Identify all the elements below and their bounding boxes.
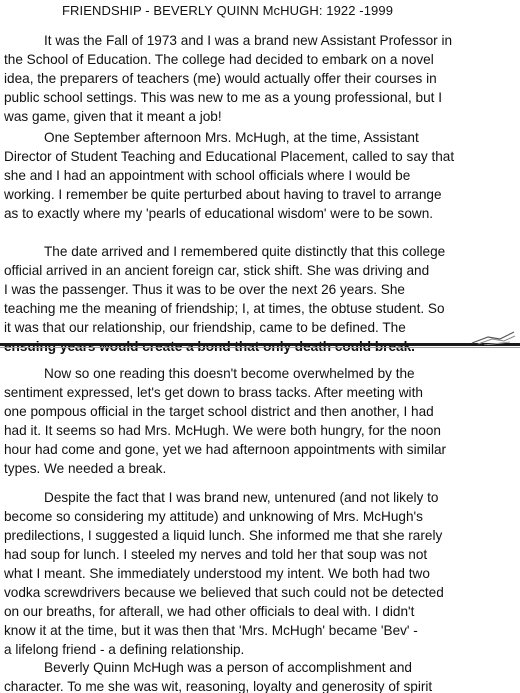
text-line: was game, given that it meant a job!: [4, 109, 222, 124]
text-line: teaching me the meaning of friendship; I, at times, the obtuse student. So: [4, 301, 445, 316]
text-line: Director of Student Teaching and Educational Placement, called to say that: [4, 149, 455, 164]
text-line: predilections, I suggested a liquid lunch. She informed me that she rarely: [4, 528, 443, 543]
text-line: The date arrived and I remembered quite distinctly that this college: [44, 244, 446, 259]
scan-divider-shadow: [0, 347, 520, 348]
text-line: Beverly Quinn McHugh was a person of accomplishment and: [44, 660, 412, 675]
paragraph-3: [4, 242, 520, 356]
text-line: know it at the time, but it was then that 'Mrs. McHugh' became 'Bev' -: [4, 623, 418, 638]
text-line: it was that our relationship, our friendship, came to be defined. The: [4, 320, 406, 335]
text-line: idea, the preparers of teachers (me) would actually offer their courses in: [4, 71, 437, 86]
paragraph-2: [4, 128, 520, 223]
text-line: a lifelong friend - a defining relationship.: [4, 642, 245, 657]
text-line: on our breaths, for afterall, we had other officials to deal with. I didn't: [4, 604, 415, 619]
text-line: official arrived in an ancient foreign car, stick shift. She was driving and: [4, 263, 430, 278]
paragraph-4: [4, 364, 520, 478]
text-line: had it. It seems so had Mrs. McHugh. We were both hungry, for the noon: [4, 423, 441, 438]
text-line: I was the passenger. Thus it was to be over the next 26 years. She: [4, 282, 405, 297]
text-line: had soup for lunch. I steeled my nerves and told her that soup was not: [4, 547, 428, 562]
paragraph-5: [4, 488, 520, 659]
text-line: hour had come and gone, yet we had afternoon appointments with similar: [4, 442, 447, 457]
text-line: One September afternoon Mrs. McHugh, at the time, Assistant: [44, 130, 419, 145]
text-line: Despite the fact that I was brand new, untenured (and not likely to: [44, 490, 439, 505]
scan-divider-line: [0, 343, 520, 346]
text-line: types. We needed a break.: [4, 461, 167, 476]
scan-smudge-mark: [470, 330, 516, 345]
paragraph-1: [4, 31, 520, 126]
text-line: It was the Fall of 1973 and I was a brand new Assistant Professor in: [44, 33, 453, 48]
text-line: become so considering my attitude) and unknowing of Mrs. McHugh's: [4, 509, 423, 524]
text-line: Now so one reading this doesn't become overwhelmed by the: [44, 366, 415, 381]
text-line: she and I had an appointment with school officials where I would be: [4, 168, 411, 183]
text-line: sentiment expressed, let's get down to brass tacks. After meeting with: [4, 385, 423, 400]
text-line: public school settings. This was new to me as a young professional, but I: [4, 90, 443, 105]
text-line: working. I remember be quite perturbed about having to travel to arrange: [4, 187, 442, 202]
text-line: what I meant. She immediately understood my intent. We both had two: [4, 566, 430, 581]
paragraph-6: [4, 658, 520, 693]
text-line: the School of Education. The college had decided to embark on a novel: [4, 52, 434, 67]
text-line: character. To me she was wit, reasoning, loyalty and generosity of spirit: [4, 679, 433, 693]
text-line: vodka screwdrivers because we believed that such could not be detected: [4, 585, 444, 600]
document-title: FRIENDSHIP - BEVERLY QUINN McHUGH: 1922 -1999: [62, 3, 394, 18]
text-line: as to exactly where my 'pearls of educational wisdom' were to be sown.: [4, 206, 434, 221]
text-line: one pompous official in the target school district and then another, I had: [4, 404, 434, 419]
